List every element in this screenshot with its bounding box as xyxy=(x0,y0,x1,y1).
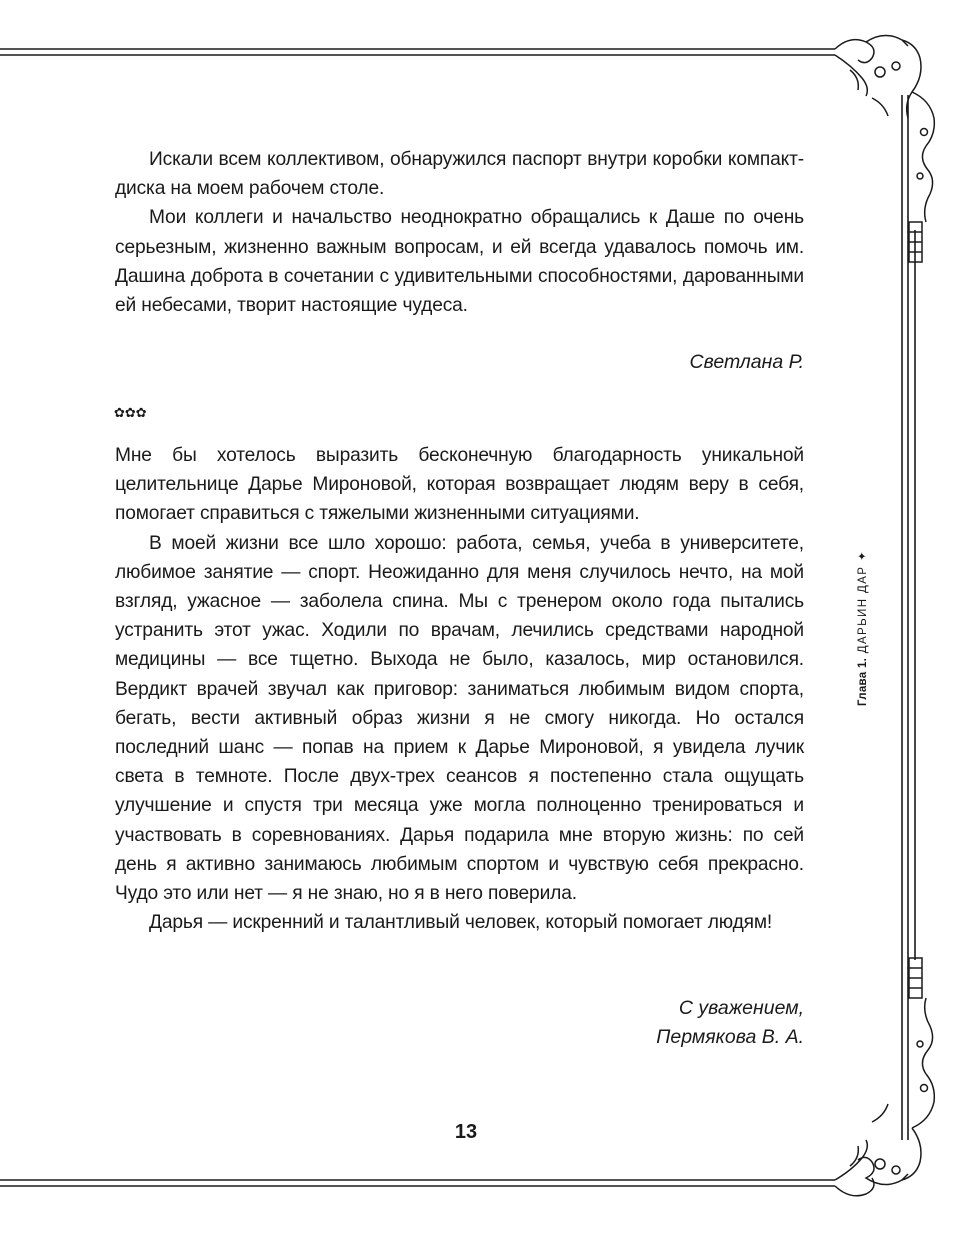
chapter-label: Глава 1. xyxy=(857,657,869,706)
signature-name: Пермякова В. А. xyxy=(656,1026,804,1048)
chapter-title: ДАРЬИН ДАР xyxy=(857,565,869,654)
top-corner-ornament-icon xyxy=(835,35,934,262)
signature-permyakova xyxy=(656,994,804,1052)
paragraph: Искали всем коллективом, обнаружился паспорт внутри коробки компакт-диска на моем рабочем столе. xyxy=(115,149,804,200)
signature-svetlana: Светлана Р. xyxy=(689,351,804,373)
testimonial-2-body xyxy=(115,441,804,937)
paragraph: Дарья — искренний и талантливый человек, который помогает людям! xyxy=(149,912,773,934)
star-icon: ✦ xyxy=(857,550,869,562)
bottom-corner-ornament-icon xyxy=(835,958,934,1196)
flower-divider-icon: ✿✿✿ xyxy=(114,405,147,420)
paragraph: В моей жизни все шло хорошо: работа, семья, учеба в университете, любимое занятие — спорт. Неожиданно для меня случилось нечто, на мой взгляд, ужасное — заболела спина. Мы с тренером около года пытались устранить этот ужас. Ходили по врачам, лечились средствами народной медицины — все тщетно. Выхода не было, казалось, мир остановился. Вердикт врачей звучал как приговор: заниматься любимым видом спорта, бегать, вести активный образ жизни я не смогу никогда. Но остался последний шанс — попав на прием к Дарье Мироновой, я увидела лучик света в темноте. После двух-трех сеансов я постепенно стала ощущать улучшение и спустя три месяца уже могла полноценно тренироваться и участвовать в соревнованиях. Дарья подарила мне вторую жизнь: по сей день я активно занимаюсь любимым спортом и чувствую себя прекрасно. Чудо это или нет — я не знаю, но я в него поверила. xyxy=(115,532,804,905)
paragraph: Мои коллеги и начальство неоднократно обращались к Даше по очень серьезным, жизненно важным вопросам, и ей всегда удавалось помочь им. Дашина доброта в сочетании с удивительными способностями, дарованными ей небесами, творит настоящие чудеса. xyxy=(115,207,804,317)
testimonial-1-body xyxy=(115,145,804,320)
paragraph: Мне бы хотелось выразить бесконечную благодарность уникальной целительнице Дарье Мироновой, которая возвращает людям веру в себя, помогает справиться с тяжелыми жизненными ситуациями. xyxy=(115,445,804,525)
page-number: 13 xyxy=(454,1121,478,1143)
signature-greeting: С уважением, xyxy=(678,997,804,1019)
